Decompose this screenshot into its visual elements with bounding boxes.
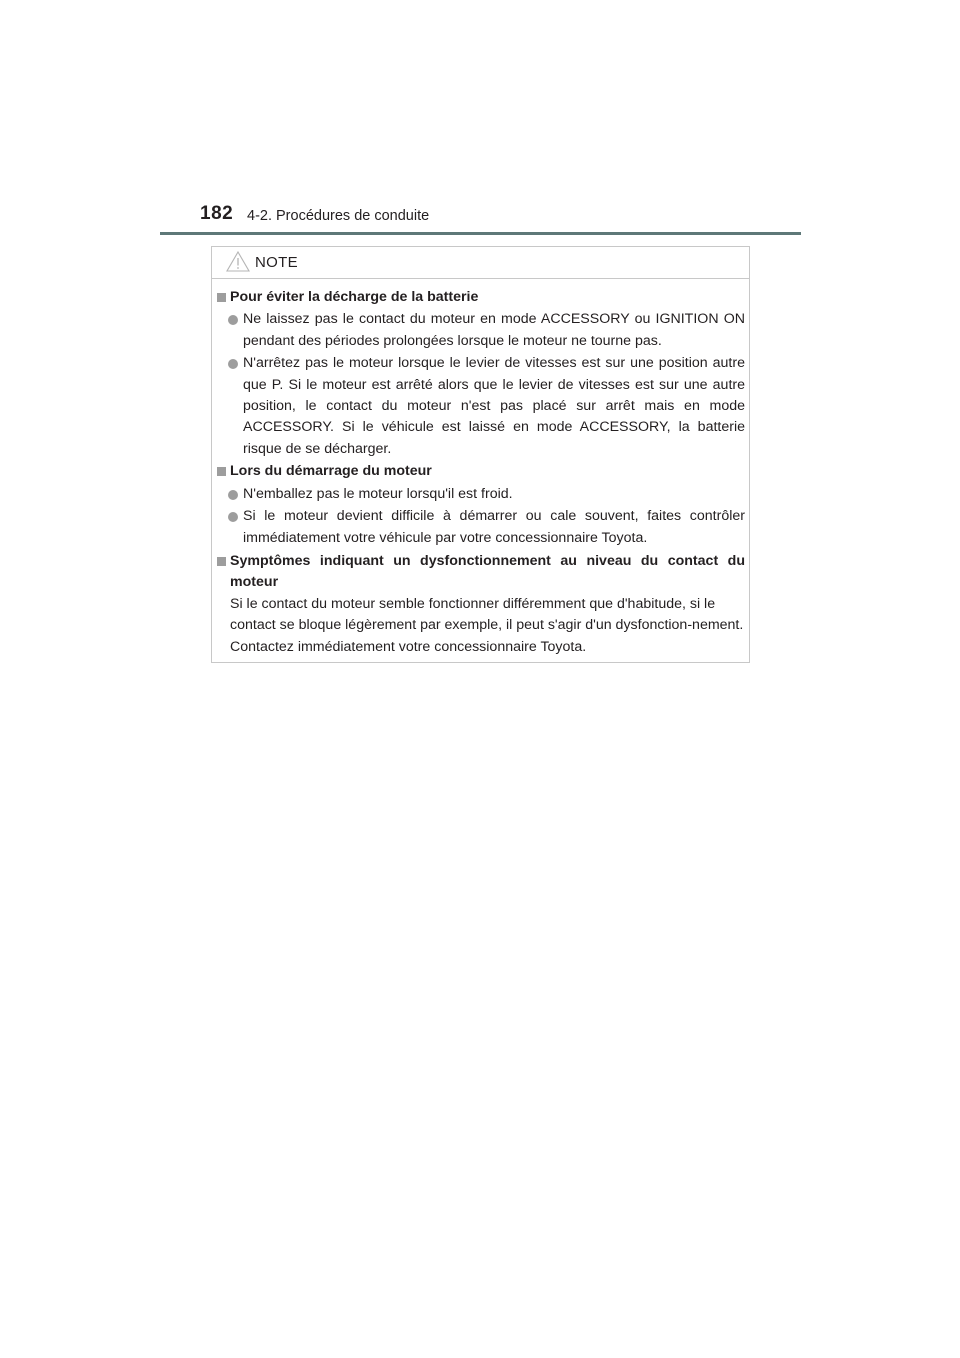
note-box [211,246,750,663]
warning-triangle-icon [226,251,250,272]
square-bullet-icon [217,557,226,566]
list-item-text: Si le moteur devient difficile à démarrer ou cale souvent, faites contrôler immédiatement votre véhicule par votre concessionnaire Toyota. [243,508,745,546]
heading-text: Symptômes indiquant un dysfonctionnement au niveau du contact du moteur [230,552,745,590]
list-item [217,506,745,549]
list-item [217,484,745,505]
square-bullet-icon [217,293,226,302]
circle-bullet-icon [228,359,238,369]
section-heading [217,287,745,308]
heading-text: Lors du démarrage du moteur [230,463,432,480]
section-title: 4-2. Procédures de conduite [247,208,430,224]
header-rule [160,232,801,235]
list-item-text: N'emballez pas le moteur lorsqu'il est froid. [243,485,513,502]
section-heading [217,551,745,594]
paragraph: Si le contact du moteur semble fonctionner différemment que d'habitude, si le contact se bloque légèrement par exemple, il peut s'agir d'un dysfonction-nement. Contactez immédiatement votre concessionnaire Toyota. [230,596,744,655]
list-item-text: N'arrêtez pas le moteur lorsque le levier de vitesses est sur une position autre que P. Si le moteur est arrêté alors que le levier de vitesses est sur une autre position, le contact du moteur n'est pas placé sur arrêt mais en mode ACCESSORY. Si le véhicule est laissé en mode ACCESSORY, la batterie risque de se décharger. [243,355,745,457]
square-bullet-icon [217,467,226,476]
list-item [217,309,745,352]
list-item [217,353,745,459]
page-number: 182 [200,203,234,224]
list-item-text: Ne laissez pas le contact du moteur en mode ACCESSORY ou IGNITION ON pendant des périodes prolongées lorsque le moteur ne tourne pas. [243,311,745,349]
circle-bullet-icon [228,512,238,522]
circle-bullet-icon [228,315,238,325]
heading-text: Pour éviter la décharge de la batterie [230,289,479,305]
circle-bullet-icon [228,490,238,500]
note-header [212,247,749,279]
section-heading [217,461,745,482]
note-body [217,287,745,658]
note-label: NOTE [255,254,298,271]
